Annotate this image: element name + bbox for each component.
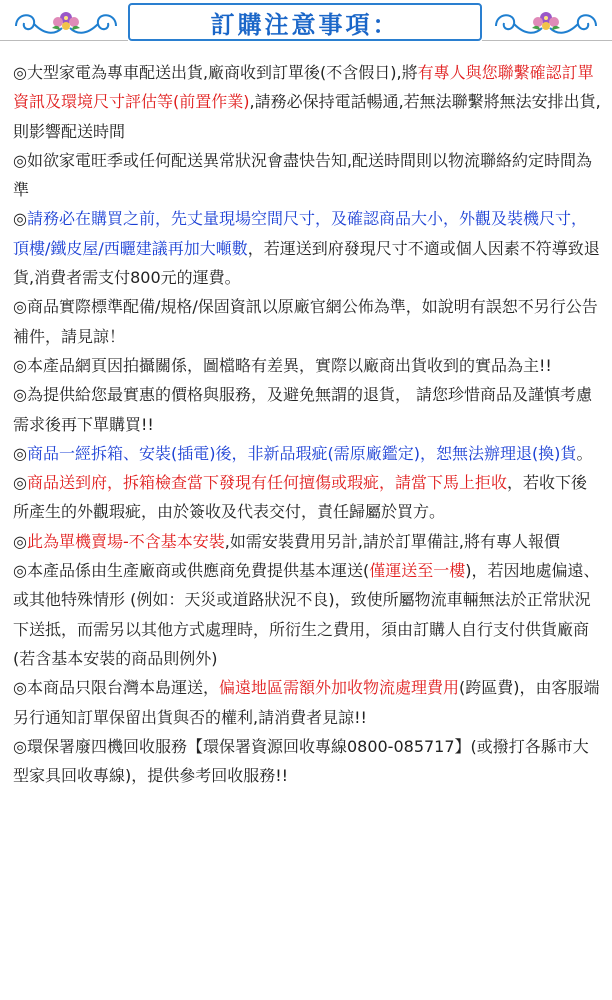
notice-item <box>13 380 601 439</box>
notice-text: ◎ <box>13 473 27 493</box>
notice-item <box>13 58 601 146</box>
notice-text: ◎為提供給您最實惠的價格與服務，及避免無謂的退貨， 請您珍惜商品及謹慎考慮需求後再下單購買!! <box>13 385 593 434</box>
notice-emphasis-blue: 請務必在購買之前，先丈量現場空間尺寸，及確認商品大小，外觀及裝機尺寸，頂樓/鐵皮屋/西曬建議再加大噸數 <box>13 209 587 258</box>
notice-list <box>13 58 601 790</box>
header-rule-left <box>0 40 128 41</box>
notice-text: ◎本產品係由生產廠商或供應商免費提供基本運送( <box>13 561 370 581</box>
notice-item <box>13 527 601 556</box>
notice-emphasis-red: 有專人與您聯繫確認訂單資訊及環境尺寸評估等(前置作業) <box>13 63 594 112</box>
notice-item <box>13 439 601 468</box>
notice-emphasis-red: 商品送到府，拆箱檢查當下發現有任何擅傷或瑕疵，請當下馬上拒收 <box>26 473 507 493</box>
title-box <box>128 3 482 41</box>
notice-text: ◎ <box>13 443 27 463</box>
notice-text: ◎ <box>13 531 27 551</box>
notice-item <box>13 468 601 527</box>
notice-text: ◎環保署廢四機回收服務【環保署資源回收專線0800-085717】(或撥打各縣市大型家具回收專線)，提供參考回收服務!! <box>13 736 589 786</box>
notice-item <box>13 146 601 205</box>
notice-text: ,如需安裝費用另計,請於訂單備註,將有專人報價 <box>224 531 561 551</box>
notice-item <box>13 351 601 380</box>
notice-item <box>13 673 601 732</box>
notice-emphasis-red: 僅運送至一樓 <box>369 561 466 581</box>
notice-header <box>0 0 612 46</box>
notice-item <box>13 732 601 791</box>
notice-emphasis-red: 此為單機賣場-不含基本安裝 <box>26 531 225 551</box>
notice-text: ，若運送到府發現尺寸不適或個人因素不符導致退貨,消費者需支付800元的運費。 <box>13 238 600 288</box>
notice-text: ◎本商品只限台灣本島運送， <box>13 678 219 698</box>
page-title: 訂購注意事項： <box>210 10 400 39</box>
notice-emphasis-blue: 商品一經拆箱、安裝(插電)後，非新品瑕疵(需原廠鑑定)，恕無法辦理退(換)貨 <box>26 443 577 463</box>
notice-text: ◎ <box>13 209 27 229</box>
flower-ornament-right-icon <box>492 4 600 38</box>
notice-item <box>13 556 601 673</box>
notice-text: ,請務必保持電話暢通,若無法聯繫將無法安排出貨,則影響配送時間 <box>13 92 601 141</box>
notice-text: (跨區費)，由客服端另行通知訂單保留出貨與否的權利,請消費者見諒!! <box>13 678 600 727</box>
header-rule-right <box>482 40 612 41</box>
notice-text: ◎如欲家電旺季或任何配送異常狀況會盡快告知,配送時間則以物流聯絡約定時間為準 <box>13 150 593 200</box>
notice-text: ◎大型家電為專車配送出貨,廠商收到訂單後(不含假日),將 <box>13 63 418 82</box>
notice-text: )，若因地處偏遠、或其他特殊情形 (例如：天災或道路狀況不良)，致使所屬物流車輛無法於正常狀況下送抵，而需另以其他方式處理時，所衍生之費用，須由訂購人自行支付供貨廠商(若含基本安裝的商品則例外) <box>13 561 600 668</box>
notice-text: ，若收下後所產生的外觀瑕疵，由於簽收及代表交付，責任歸屬於買方。 <box>13 473 587 522</box>
notice-text: 。 <box>576 443 593 463</box>
notice-text: ◎本產品網頁因拍攝關係，圖檔略有差異，實際以廠商出貨收到的實品為主!! <box>13 355 552 375</box>
notice-item <box>13 204 601 292</box>
notice-item <box>13 292 601 351</box>
notice-emphasis-red: 偏遠地區需額外加收物流處理費用 <box>218 678 459 698</box>
flower-ornament-left-icon <box>12 4 120 38</box>
notice-text: ◎商品實際標準配備/規格/保固資訊以原廠官網公佈為準，如說明有誤恕不另行公告補件，請見諒！ <box>13 297 598 346</box>
